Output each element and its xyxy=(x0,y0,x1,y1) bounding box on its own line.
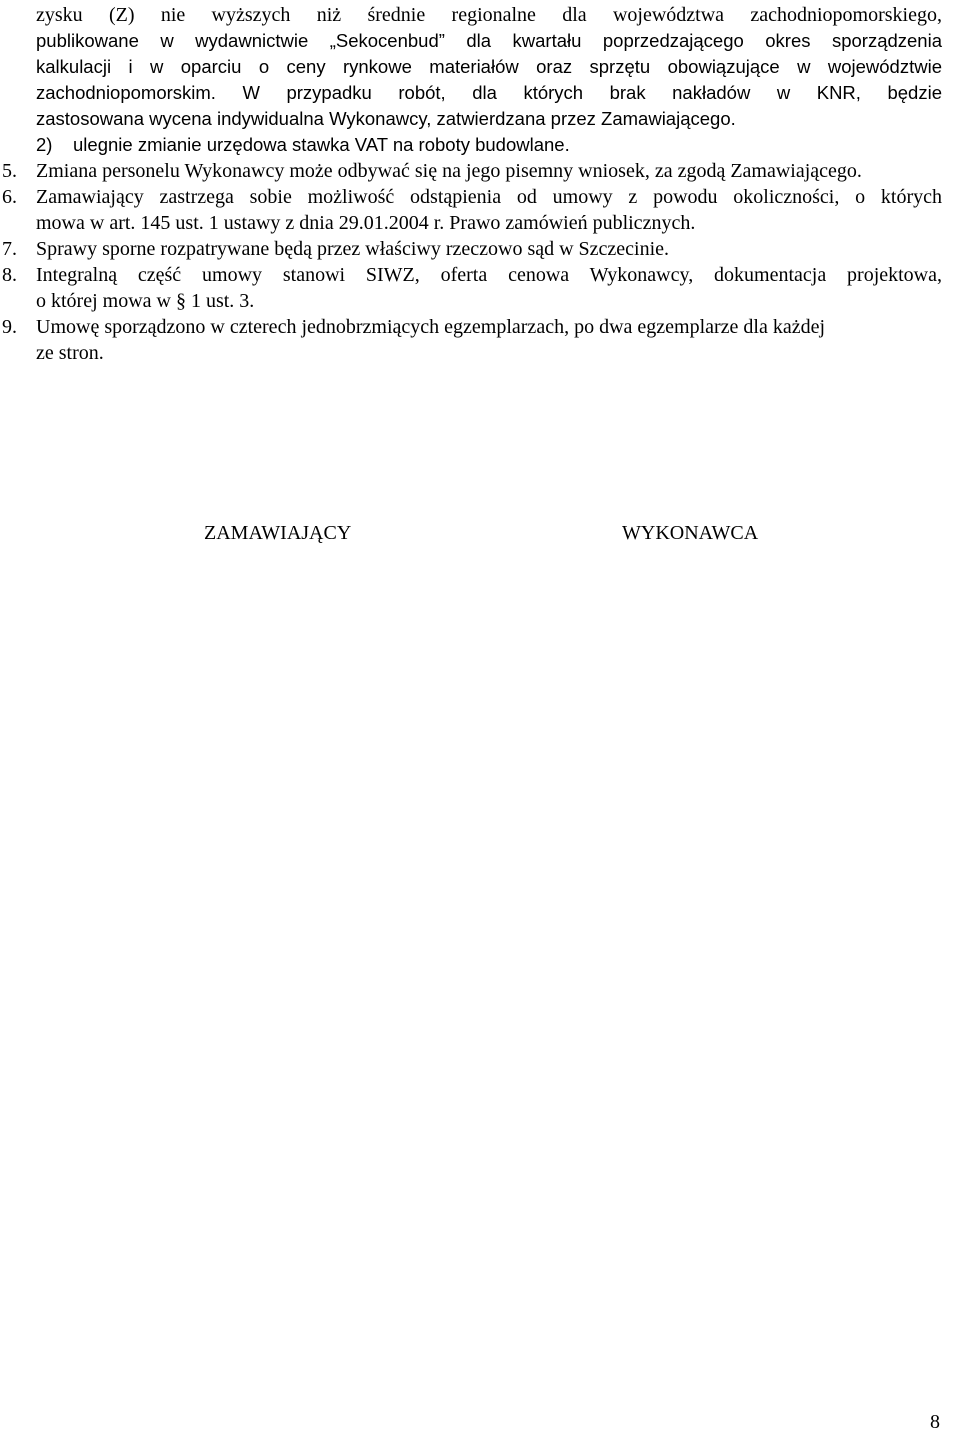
list-item-line: Integralną część umowy stanowi SIWZ, oferta cenowa Wykonawcy, dokumentacja projektowa, xyxy=(36,264,942,286)
paragraph-line: zysku (Z) nie wyższych niż średnie regionalne dla województwa zachodniopomorskiego, xyxy=(36,4,942,26)
list-item-line: mowa w art. 145 ust. 1 ustawy z dnia 29.01.2004 r. Prawo zamówień publicznych. xyxy=(36,212,696,234)
paragraph-line: publikowane w wydawnictwie „Sekocenbud” dla kwartału poprzedzającego okres sporządzenia xyxy=(36,30,942,51)
list-item-line: Zamawiający zastrzega sobie możliwość odstąpienia od umowy z powodu okoliczności, o których xyxy=(36,186,942,208)
list-item-number: 5. xyxy=(2,160,17,182)
list-item-line: Umowę sporządzono w czterech jednobrzmiących egzemplarzach, po dwa egzemplarze dla każdej xyxy=(36,316,826,338)
numbered-list xyxy=(0,158,960,366)
paragraph-line: zastosowana wycena indywidualna Wykonawcy, zatwierdzana przez Zamawiającego. xyxy=(36,108,736,129)
paragraph-line: kalkulacji i w oparciu o ceny rynkowe materiałów oraz sprzętu obowiązujące w województwie xyxy=(36,56,942,77)
list-item xyxy=(0,158,942,184)
list-item-line: ze stron. xyxy=(36,342,104,364)
list-item-number: 7. xyxy=(2,238,17,260)
sub-item-label: 2) xyxy=(36,134,53,155)
paragraph-line: zachodniopomorskim. W przypadku robót, dla których brak nakładów w KNR, będzie xyxy=(36,82,942,103)
list-item-number: 6. xyxy=(2,186,17,208)
list-item-number: 9. xyxy=(2,316,17,338)
list-item xyxy=(0,262,942,314)
sub-item-vat xyxy=(36,132,570,158)
sub-item-text: ulegnie zmianie urzędowa stawka VAT na roboty budowlane. xyxy=(73,134,570,155)
list-item xyxy=(0,184,942,236)
list-item xyxy=(0,314,942,366)
list-item-line: Zmiana personelu Wykonawcy może odbywać się na jego pisemny wniosek, za zgodą Zamawiającego. xyxy=(36,160,862,182)
signature-zamawiajacy: ZAMAWIAJĄCY xyxy=(204,522,352,544)
page-number: 8 xyxy=(930,1411,940,1433)
signature-wykonawca: WYKONAWCA xyxy=(622,522,759,544)
list-item xyxy=(0,236,942,262)
paragraph-continuation xyxy=(36,2,942,132)
list-item-line: o której mowa w § 1 ust. 3. xyxy=(36,290,255,312)
list-item-line: Sprawy sporne rozpatrywane będą przez właściwy rzeczowo sąd w Szczecinie. xyxy=(36,238,670,260)
list-item-number: 8. xyxy=(2,264,17,286)
